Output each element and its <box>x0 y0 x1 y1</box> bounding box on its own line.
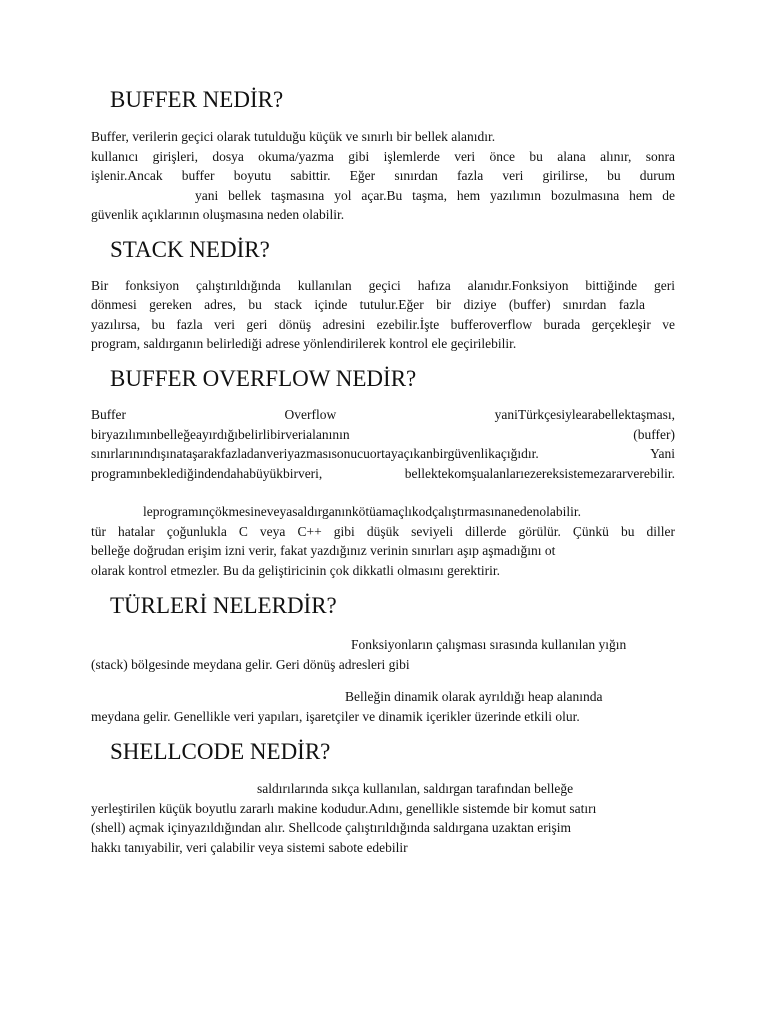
paragraph-line: Belleğin dinamik olarak ayrıldığı heap alanında <box>345 689 603 704</box>
paragraph-line: (shell) açmak içinyazıldığından alır. Shellcode çalıştırıldığında saldırgana uzaktan erişim <box>91 820 571 835</box>
paragraph-line <box>91 406 675 424</box>
paragraph-segment: sınırlarınındışınataşarakfazladanveriyazmasısonucuortayaçıkanbirgüvenlikaçığıdır. <box>91 446 539 461</box>
paragraph-line: (stack) bölgesinde meydana gelir. Geri dönüş adresleri gibi <box>91 657 410 672</box>
paragraph-line: dönmesi gereken adres, bu stack içinde tutulur.Eğer bir diziye (buffer) sınırdan fazla <box>91 297 645 312</box>
heading-buffer: BUFFER NEDİR? <box>110 87 284 112</box>
paragraph-segment: bellektekomşualanlarıezereksistemezararverebilir. <box>404 466 675 481</box>
paragraph-line: leprogramınçökmesineveyasaldırganınkötüamaçlıkodçalıştırmasınanedenolabilir. <box>143 504 581 519</box>
paragraph-line: hakkı tanıyabilir, veri çalabilir veya sistemi sabote edebilir <box>91 840 408 855</box>
paragraph-line: yerleştirilen küçük boyutlu zararlı makine kodudur.Adını, genellikle sistemde bir komut satırı <box>91 801 597 816</box>
paragraph-line: meydana gelir. Genellikle veri yapıları, işaretçiler ve dinamik içerikler üzerinde etkili olur. <box>91 709 580 724</box>
paragraph-segment: Yani <box>650 446 675 461</box>
paragraph-segment: biryazılımınbelleğeayırdığıbelirlibirverialanının <box>91 427 350 442</box>
paragraph-line: Buffer, verilerin geçici olarak tutulduğu küçük ve sınırlı bir bellek alanıdır. <box>91 129 496 144</box>
paragraph-segment: programınbeklediğindendahabüyükbirveri, <box>91 466 323 481</box>
paragraph-segment: Overflow <box>284 407 337 422</box>
paragraph-line <box>91 426 675 444</box>
paragraph-line <box>91 465 675 483</box>
paragraph-line: güvenlik açıklarının oluşmasına neden olabilir. <box>91 207 345 222</box>
paragraph-line: Bir fonksiyon çalıştırıldığında kullanılan geçici hafıza alanıdır.Fonksiyon bittiğinde geri <box>91 278 675 293</box>
paragraph-line: olarak kontrol etmezler. Bu da geliştiricinin çok dikkatli olmasını gerektirir. <box>91 563 501 578</box>
paragraph-line: program, saldırganın belirlediği adrese yönlendirilerek kontrol ele geçirilebilir. <box>91 336 517 351</box>
paragraph-segment: (buffer) <box>633 427 675 442</box>
paragraph-line: belleğe doğrudan erişim izni verir, fakat yazdığınız verinin sınırları aşıp aşmadığını ot <box>91 543 556 558</box>
heading-stack: STACK NEDİR? <box>110 237 270 262</box>
paragraph-line <box>91 445 675 463</box>
paragraph-line: yazılırsa, bu fazla veri geri dönüş adresini ezebilir.İşte bufferoverflow burada gerçekleşir ve <box>91 317 675 332</box>
paragraph-segment: yaniTürkçesiylearabellektaşması, <box>494 407 675 422</box>
paragraph-line: kullanıcı girişleri, dosya okuma/yazma gibi işlemlerde veri önce bu alana alınır, sonra <box>91 149 675 164</box>
paragraph-line: işlenir.Ancak buffer boyutu sabittir. Eğer sınırdan fazla veri girilirse, bu durum <box>91 168 675 183</box>
heading-turleri: TÜRLERİ NELERDİR? <box>110 593 337 618</box>
heading-shellcode: SHELLCODE NEDİR? <box>110 739 331 764</box>
paragraph-line: yani bellek taşmasına yol açar.Bu taşma, hem yazılımın bozulmasına hem de <box>195 188 675 203</box>
paragraph-line: Fonksiyonların çalışması sırasında kullanılan yığın <box>351 637 627 652</box>
heading-buffer-overflow: BUFFER OVERFLOW NEDİR? <box>110 366 417 391</box>
paragraph-segment: Buffer <box>91 407 126 422</box>
paragraph-line: tür hatalar çoğunlukla C veya C++ gibi düşük seviyeli dillerde görülür. Çünkü bu diller <box>91 524 675 539</box>
paragraph-line: saldırılarında sıkça kullanılan, saldırgan tarafından belleğe <box>257 781 574 796</box>
